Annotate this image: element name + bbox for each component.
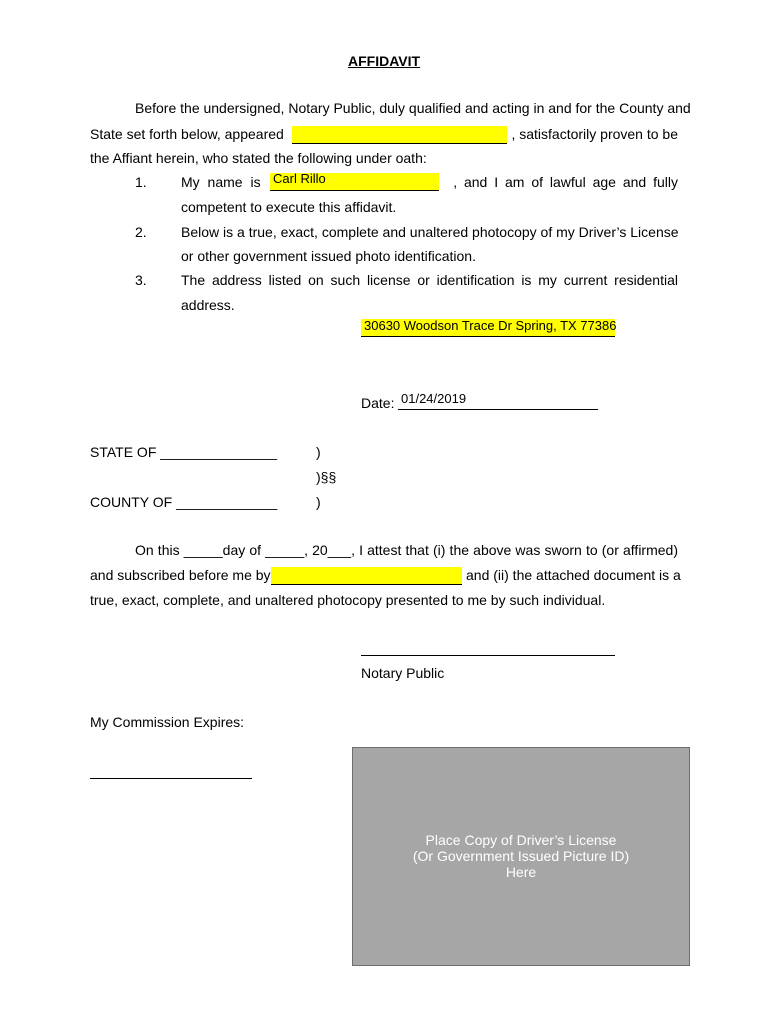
intro-line-2-end: , satisfactorily proven to be <box>511 126 678 142</box>
paren-top: ) <box>316 444 321 460</box>
notary-public-label: Notary Public <box>361 665 445 681</box>
address-value: 30630 Woodson Trace Dr Spring, TX 77386 <box>364 318 617 333</box>
date-label: Date: <box>361 395 395 411</box>
attest-line-1: On this _____day of _____, 20___, I attest that (i) the above was sworn to (or affirmed) <box>135 542 678 558</box>
item-3-line-1: The address listed on such license or identification is my current residential <box>181 272 678 288</box>
intro-line-1: Before the undersigned, Notary Public, duly qualified and acting in and for the County and <box>135 100 691 116</box>
item-1-line-1-start: My name is <box>181 174 261 190</box>
document-title: AFFIDAVIT <box>348 53 421 69</box>
intro-line-3: the Affiant herein, who stated the following under oath: <box>90 150 427 166</box>
license-photo-box <box>352 747 690 966</box>
item-2-line-2: or other government issued photo identification. <box>181 248 476 264</box>
item-1-line-2: competent to execute this affidavit. <box>181 199 397 215</box>
notary-signature-line[interactable] <box>361 655 615 656</box>
commission-expires-label: My Commission Expires: <box>90 714 245 730</box>
subscribed-by-field[interactable] <box>271 567 462 585</box>
item-2-line-1: Below is a true, exact, complete and unaltered photocopy of my Driver’s License <box>181 224 679 240</box>
item-3-line-2: address. <box>181 297 235 313</box>
county-of-label: COUNTY OF _____________ <box>90 494 278 510</box>
paren-section-sign: )§§ <box>316 469 337 485</box>
date-line[interactable] <box>398 409 598 410</box>
photo-text-line-3: Here <box>505 864 537 880</box>
intro-line-2-start: State set forth below, appeared <box>90 126 284 142</box>
paren-bottom: ) <box>316 494 321 510</box>
item-1-line-1-end: , and I am of lawful age and fully <box>453 174 678 190</box>
item-3-number: 3. <box>135 272 147 288</box>
attest-line-2-start: and subscribed before me by <box>90 567 271 583</box>
date-value: 01/24/2019 <box>401 391 467 406</box>
attest-line-2-end: and (ii) the attached document is a <box>466 567 681 583</box>
attest-line-3: true, exact, complete, and unaltered photocopy presented to me by such individual. <box>90 592 606 608</box>
photo-text-line-2: (Or Government Issued Picture ID) <box>412 848 630 864</box>
state-of-label: STATE OF _______________ <box>90 444 278 460</box>
appeared-name-field[interactable] <box>292 126 507 144</box>
name-value: Carl Rillo <box>273 171 326 186</box>
license-photo-instructions <box>353 832 689 880</box>
photo-text-line-1: Place Copy of Driver’s License <box>425 832 617 848</box>
item-1-number: 1. <box>135 174 147 190</box>
commission-expires-line[interactable] <box>90 778 252 779</box>
item-2-number: 2. <box>135 224 147 240</box>
